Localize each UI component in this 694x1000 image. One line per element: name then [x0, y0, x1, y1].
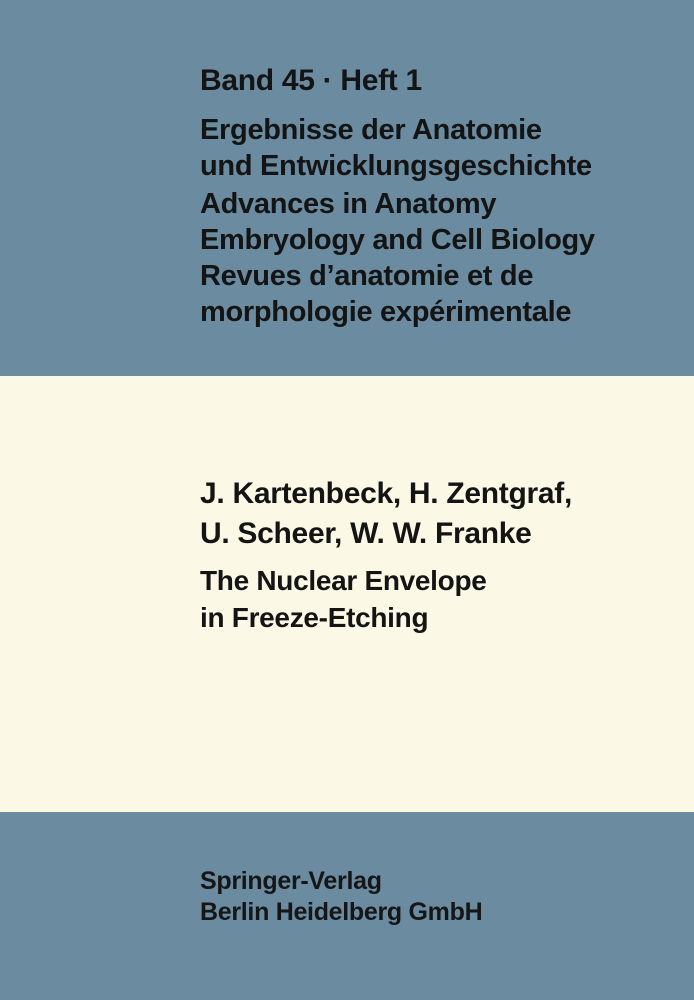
series-title-german-line2: und Entwicklungsgeschichte — [200, 150, 592, 182]
book-title-line1: The Nuclear Envelope — [200, 565, 487, 596]
series-title-german — [200, 112, 592, 184]
series-title-german-line1: Ergebnisse der Anatomie — [200, 114, 542, 146]
author-list-line2: U. Scheer, W. W. Franke — [200, 517, 532, 550]
book-title-line2: in Freeze-Etching — [200, 602, 429, 633]
series-title-french — [200, 258, 571, 330]
author-list-line1: J. Kartenbeck, H. Zentgraf, — [200, 477, 572, 510]
publisher-location: Berlin Heidelberg GmbH — [200, 898, 483, 926]
series-title-english-line1: Advances in Anatomy — [200, 188, 497, 220]
series-title-english — [200, 186, 595, 258]
series-title-french-line2: morphologie expérimentale — [200, 296, 572, 328]
book-title — [200, 562, 487, 636]
publisher-name: Springer-Verlag — [200, 867, 382, 895]
publisher-imprint — [200, 866, 482, 928]
series-title-english-line2: Embryology and Cell Biology — [200, 224, 595, 256]
author-list — [200, 474, 572, 554]
volume-number: Band 45 · Heft 1 — [200, 64, 422, 97]
series-title-french-line1: Revues d’anatomie et de — [200, 260, 534, 292]
